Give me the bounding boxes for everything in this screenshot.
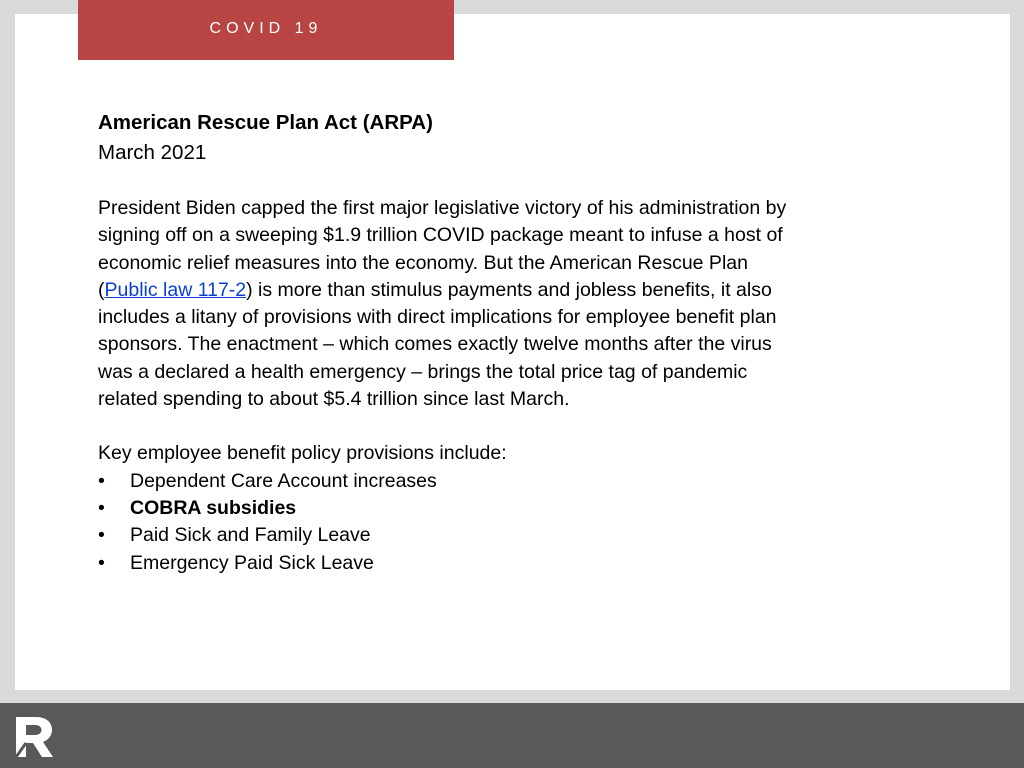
provisions-list bbox=[98, 468, 788, 577]
list-item-label: Emergency Paid Sick Leave bbox=[130, 551, 374, 574]
page-subtitle: March 2021 bbox=[98, 141, 207, 164]
paragraph-text-end: ) is more than stimulus payments and jobless benefits, it also includes a litany of provisions with direct implications for employee benefit plan sponsors. The enactment – which comes exactly twelve months after the virus was a declared a health emergency – brings the total price tag of pandemic related spending to about $5.4 trillion since last March. bbox=[98, 278, 777, 411]
bullet-icon: • bbox=[98, 469, 105, 492]
bullet-icon: • bbox=[98, 496, 105, 519]
r-logo-icon bbox=[14, 715, 54, 759]
footer-bar bbox=[0, 703, 1024, 768]
section-tab bbox=[78, 0, 454, 60]
bullet-icon: • bbox=[98, 551, 105, 574]
list-item-label: Paid Sick and Family Leave bbox=[130, 524, 371, 547]
bullet-icon: • bbox=[98, 524, 105, 547]
public-law-link[interactable]: Public law 117-2 bbox=[104, 278, 247, 301]
list-item bbox=[98, 522, 788, 549]
section-tab-label: COVID 19 bbox=[209, 20, 323, 37]
paragraph-text-start: President Biden capped the first major legislative victory of his administration by signing off on a sweeping $1.9 trillion COVID package meant to infuse a host of economic relief measures into the economy. But the American Rescue Plan ( bbox=[98, 197, 787, 301]
body-paragraph bbox=[98, 195, 788, 413]
main-content bbox=[98, 108, 788, 577]
list-item bbox=[98, 550, 788, 577]
list-item bbox=[98, 468, 788, 495]
page-title: American Rescue Plan Act (ARPA) bbox=[98, 111, 433, 134]
list-item-label: Dependent Care Account increases bbox=[130, 469, 437, 492]
list-item bbox=[98, 495, 788, 522]
list-item-label: COBRA subsidies bbox=[130, 496, 297, 519]
key-provisions-intro: Key employee benefit policy provisions include: bbox=[98, 442, 507, 465]
